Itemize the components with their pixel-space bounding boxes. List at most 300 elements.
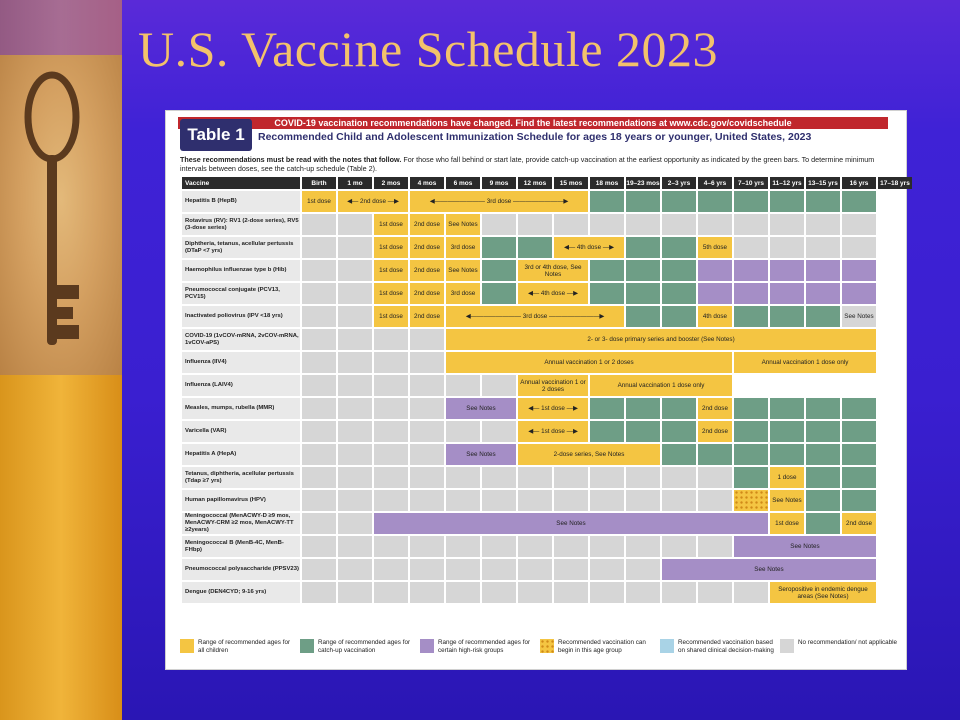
- schedule-cell: [806, 421, 840, 442]
- schedule-cell: [626, 398, 660, 419]
- legend-item: [300, 639, 418, 655]
- schedule-cell: [482, 490, 516, 511]
- table-row: [182, 191, 912, 212]
- schedule-cell: [698, 536, 732, 557]
- schedule-cell: [806, 398, 840, 419]
- schedule-cell: 2nd dose: [842, 513, 876, 534]
- schedule-table: [180, 175, 914, 605]
- vaccine-name: Measles, mumps, rubella (MMR): [182, 398, 300, 419]
- schedule-cell: [626, 260, 660, 281]
- schedule-cell: [446, 559, 480, 580]
- schedule-cell: [410, 352, 444, 373]
- schedule-cell: 2nd dose: [410, 283, 444, 304]
- schedule-cell: [302, 237, 336, 258]
- schedule-cell: [698, 582, 732, 603]
- schedule-cell: [410, 444, 444, 465]
- schedule-cell: [662, 237, 696, 258]
- legend-label: Range of recommended ages for catch-up vaccination: [318, 639, 411, 654]
- schedule-cell: [338, 306, 372, 327]
- schedule-cell: [410, 536, 444, 557]
- schedule-cell: ◀— 4th dose —▶: [554, 237, 624, 258]
- schedule-cell: [302, 421, 336, 442]
- column-header: 7–10 yrs: [734, 177, 768, 189]
- schedule-cell: [590, 283, 624, 304]
- schedule-cell: [734, 582, 768, 603]
- schedule-cell: [590, 214, 624, 235]
- schedule-cell: 3rd or 4th dose, See Notes: [518, 260, 588, 281]
- schedule-cell: [806, 191, 840, 212]
- schedule-cell: [302, 214, 336, 235]
- schedule-cell: [590, 191, 624, 212]
- schedule-cell: [698, 260, 732, 281]
- schedule-cell: See Notes: [374, 513, 768, 534]
- schedule-cell: [842, 490, 876, 511]
- schedule-cell: [374, 329, 408, 350]
- schedule-cell: 1st dose: [374, 237, 408, 258]
- schedule-cell: See Notes: [734, 536, 876, 557]
- schedule-cell: [662, 444, 696, 465]
- schedule-document: [165, 110, 910, 670]
- legend-swatch: [180, 639, 194, 653]
- schedule-cell: [770, 191, 804, 212]
- schedule-cell: [338, 260, 372, 281]
- schedule-cell: [734, 467, 768, 488]
- schedule-cell: [842, 398, 876, 419]
- legend-item: [180, 639, 298, 655]
- schedule-cell: 2-dose series, See Notes: [518, 444, 660, 465]
- legend-swatch: [540, 639, 554, 653]
- schedule-cell: [698, 444, 732, 465]
- schedule-cell: [734, 421, 768, 442]
- schedule-cell: [338, 536, 372, 557]
- schedule-cell: [770, 421, 804, 442]
- schedule-cell: Seropositive in endemic dengue areas (See Notes): [770, 582, 876, 603]
- schedule-cell: [842, 191, 876, 212]
- schedule-cell: [410, 421, 444, 442]
- schedule-cell: [626, 490, 660, 511]
- legend-item: [420, 639, 538, 655]
- vaccine-name: Hepatitis A (HepA): [182, 444, 300, 465]
- schedule-cell: [734, 214, 768, 235]
- schedule-cell: [590, 467, 624, 488]
- schedule-cell: [338, 329, 372, 350]
- schedule-cell: [626, 582, 660, 603]
- document-note: [180, 155, 895, 173]
- schedule-cell: [662, 260, 696, 281]
- column-header: 4 mos: [410, 177, 444, 189]
- schedule-cell: [842, 214, 876, 235]
- schedule-cell: [662, 214, 696, 235]
- vaccine-name: Meningococcal B (MenB-4C, MenB-FHbp): [182, 536, 300, 557]
- schedule-cell: [482, 283, 516, 304]
- schedule-cell: [410, 582, 444, 603]
- covid-banner: COVID-19 vaccination recommendations have changed. Find the latest recommendations at www.cdc.gov/covidschedule: [178, 117, 888, 129]
- column-header: 18 mos: [590, 177, 624, 189]
- schedule-cell: [338, 352, 372, 373]
- schedule-cell: [518, 559, 552, 580]
- schedule-cell: [734, 260, 768, 281]
- schedule-cell: [518, 237, 552, 258]
- schedule-cell: 1st dose: [374, 306, 408, 327]
- slide-title: U.S. Vaccine Schedule 2023: [138, 21, 719, 77]
- column-header: 1 mo: [338, 177, 372, 189]
- schedule-cell: [446, 490, 480, 511]
- schedule-cell: [302, 260, 336, 281]
- schedule-cell: [374, 352, 408, 373]
- schedule-cell: 1st dose: [374, 214, 408, 235]
- schedule-cell: [626, 306, 660, 327]
- schedule-cell: See Notes: [842, 306, 876, 327]
- schedule-cell: [518, 214, 552, 235]
- schedule-cell: ◀— 1st dose —▶: [518, 421, 588, 442]
- column-header: 2–3 yrs: [662, 177, 696, 189]
- schedule-grid: [180, 175, 910, 605]
- table-row: [182, 283, 912, 304]
- schedule-cell: [338, 214, 372, 235]
- schedule-cell: [626, 467, 660, 488]
- schedule-cell: [770, 306, 804, 327]
- schedule-cell: [842, 260, 876, 281]
- schedule-cell: [698, 283, 732, 304]
- schedule-cell: [518, 490, 552, 511]
- column-header: 9 mos: [482, 177, 516, 189]
- schedule-cell: [482, 375, 516, 396]
- schedule-cell: [770, 237, 804, 258]
- schedule-cell: 2nd dose: [698, 421, 732, 442]
- schedule-cell: 2nd dose: [698, 398, 732, 419]
- schedule-cell: [734, 306, 768, 327]
- schedule-cell: [806, 444, 840, 465]
- schedule-cell: [806, 306, 840, 327]
- column-header: 12 mos: [518, 177, 552, 189]
- column-header: 13–15 yrs: [806, 177, 840, 189]
- schedule-cell: [626, 559, 660, 580]
- legend-label: Range of recommended ages for all children: [198, 639, 291, 654]
- schedule-cell: [482, 467, 516, 488]
- legend-swatch: [660, 639, 674, 653]
- schedule-cell: See Notes: [446, 398, 516, 419]
- schedule-cell: 5th dose: [698, 237, 732, 258]
- legend-item: [540, 639, 658, 655]
- schedule-cell: [446, 421, 480, 442]
- schedule-cell: Annual vaccination 1 dose only: [590, 375, 732, 396]
- column-header: Vaccine: [182, 177, 300, 189]
- schedule-cell: [410, 490, 444, 511]
- table-row: [182, 513, 912, 534]
- schedule-cell: [302, 444, 336, 465]
- schedule-cell: [698, 467, 732, 488]
- table-row: [182, 559, 912, 580]
- schedule-cell: [518, 582, 552, 603]
- schedule-cell: [338, 513, 372, 534]
- schedule-cell: [626, 237, 660, 258]
- schedule-cell: [590, 559, 624, 580]
- schedule-cell: [662, 398, 696, 419]
- schedule-cell: [482, 421, 516, 442]
- schedule-cell: [338, 444, 372, 465]
- legend: [180, 639, 898, 665]
- schedule-cell: [734, 398, 768, 419]
- schedule-cell: [302, 536, 336, 557]
- legend-swatch: [300, 639, 314, 653]
- schedule-cell: [410, 467, 444, 488]
- table-row: [182, 467, 912, 488]
- schedule-cell: [302, 352, 336, 373]
- table-row: [182, 375, 912, 396]
- schedule-cell: 1st dose: [374, 283, 408, 304]
- vaccine-name: Meningococcal (MenACWY-D ≥9 mos, MenACWY-CRM ≥2 mos, MenACWY-TT ≥2years): [182, 513, 300, 534]
- schedule-cell: Annual vaccination 1 dose only: [734, 352, 876, 373]
- table-row: [182, 237, 912, 258]
- schedule-cell: ◀———————— 3rd dose ————————▶: [446, 306, 624, 327]
- schedule-cell: [338, 283, 372, 304]
- schedule-cell: [338, 398, 372, 419]
- schedule-cell: 1 dose: [770, 467, 804, 488]
- schedule-cell: [626, 536, 660, 557]
- schedule-cell: [698, 214, 732, 235]
- schedule-cell: [842, 283, 876, 304]
- schedule-cell: 1st dose: [302, 191, 336, 212]
- schedule-cell: Annual vaccination 1 or 2 doses: [446, 352, 732, 373]
- schedule-cell: [446, 582, 480, 603]
- table-row: [182, 329, 912, 350]
- note-bold: These recommendations must be read with the notes that follow.: [180, 155, 402, 164]
- schedule-cell: 4th dose: [698, 306, 732, 327]
- schedule-cell: [554, 536, 588, 557]
- schedule-cell: [302, 490, 336, 511]
- schedule-cell: [446, 375, 480, 396]
- schedule-cell: [338, 490, 372, 511]
- schedule-cell: [374, 375, 408, 396]
- schedule-cell: [662, 467, 696, 488]
- schedule-cell: [410, 329, 444, 350]
- schedule-cell: [410, 375, 444, 396]
- schedule-cell: See Notes: [770, 490, 804, 511]
- schedule-cell: [734, 191, 768, 212]
- legend-swatch: [780, 639, 794, 653]
- legend-label: Range of recommended ages for certain high-risk groups: [438, 639, 531, 654]
- schedule-cell: [590, 421, 624, 442]
- table-row: [182, 398, 912, 419]
- vaccine-name: Influenza (IIV4): [182, 352, 300, 373]
- schedule-cell: [338, 582, 372, 603]
- legend-label: Recommended vaccination can begin in this age group: [558, 639, 646, 654]
- vaccine-name: Tetanus, diphtheria, acellular pertussis (Tdap ≥7 yrs): [182, 467, 300, 488]
- schedule-cell: [338, 375, 372, 396]
- note-rest: For those who fall behind or start late, provide catch-up vaccination at the earliest opportunity as indicated by the green bars. To determine minimum intervals between doses, see the catch-up schedule (Table 2).: [180, 155, 875, 173]
- schedule-cell: 3rd dose: [446, 237, 480, 258]
- schedule-cell: [446, 536, 480, 557]
- schedule-cell: [662, 306, 696, 327]
- schedule-cell: [374, 421, 408, 442]
- schedule-cell: [554, 214, 588, 235]
- schedule-cell: [374, 582, 408, 603]
- schedule-cell: [770, 444, 804, 465]
- vaccine-name: Human papillomavirus (HPV): [182, 490, 300, 511]
- vaccine-name: Rotavirus (RV): RV1 (2-dose series), RV5 (3-dose series): [182, 214, 300, 235]
- schedule-cell: See Notes: [446, 444, 516, 465]
- schedule-cell: [770, 260, 804, 281]
- schedule-cell: [698, 191, 732, 212]
- schedule-cell: [590, 582, 624, 603]
- table-row: [182, 582, 912, 603]
- schedule-cell: [626, 214, 660, 235]
- key-icon: [0, 55, 122, 375]
- schedule-cell: [338, 421, 372, 442]
- schedule-cell: [518, 467, 552, 488]
- schedule-cell: [662, 490, 696, 511]
- schedule-cell: [374, 490, 408, 511]
- schedule-cell: [554, 582, 588, 603]
- schedule-cell: [374, 444, 408, 465]
- schedule-cell: [806, 490, 840, 511]
- schedule-cell: [842, 237, 876, 258]
- schedule-cell: ◀———————— 3rd dose ————————▶: [410, 191, 588, 212]
- schedule-cell: See Notes: [446, 214, 480, 235]
- schedule-cell: [482, 237, 516, 258]
- table-row: [182, 444, 912, 465]
- schedule-cell: [626, 283, 660, 304]
- schedule-cell: [554, 559, 588, 580]
- schedule-cell: [842, 444, 876, 465]
- schedule-cell: [302, 283, 336, 304]
- schedule-cell: [662, 536, 696, 557]
- schedule-cell: [590, 536, 624, 557]
- table-row: [182, 536, 912, 557]
- schedule-cell: 2nd dose: [410, 260, 444, 281]
- band-top-strip: [0, 0, 122, 55]
- schedule-cell: [302, 375, 336, 396]
- table-row: [182, 214, 912, 235]
- schedule-cell: [374, 398, 408, 419]
- legend-label: Recommended vaccination based on shared clinical decision-making: [678, 639, 774, 654]
- schedule-cell: [374, 536, 408, 557]
- antique-key-image: [0, 55, 122, 375]
- schedule-cell: 2nd dose: [410, 237, 444, 258]
- schedule-cell: [770, 398, 804, 419]
- legend-label: No recommendation/ not applicable: [798, 639, 898, 646]
- table-tag: Table 1: [180, 119, 252, 151]
- schedule-cell: [482, 214, 516, 235]
- schedule-cell: [518, 536, 552, 557]
- schedule-cell: [302, 513, 336, 534]
- schedule-cell: [806, 283, 840, 304]
- schedule-cell: [374, 559, 408, 580]
- schedule-cell: [482, 260, 516, 281]
- schedule-cell: 2nd dose: [410, 306, 444, 327]
- schedule-cell: [806, 214, 840, 235]
- schedule-cell: [554, 467, 588, 488]
- schedule-cell: [302, 582, 336, 603]
- schedule-cell: [410, 398, 444, 419]
- schedule-cell: [482, 536, 516, 557]
- vaccine-name: Dengue (DEN4CYD; 9-16 yrs): [182, 582, 300, 603]
- schedule-cell: [374, 467, 408, 488]
- column-header: 11–12 yrs: [770, 177, 804, 189]
- schedule-cell: [806, 260, 840, 281]
- schedule-cell: [626, 191, 660, 212]
- schedule-cell: [338, 559, 372, 580]
- schedule-cell: [734, 490, 768, 511]
- schedule-cell: [842, 421, 876, 442]
- column-header: 4–6 yrs: [698, 177, 732, 189]
- vaccine-name: Varicella (VAR): [182, 421, 300, 442]
- schedule-cell: [770, 283, 804, 304]
- vaccine-name: Diphtheria, tetanus, acellular pertussis (DTaP <7 yrs): [182, 237, 300, 258]
- schedule-cell: [842, 467, 876, 488]
- schedule-cell: [590, 490, 624, 511]
- schedule-cell: ◀— 4th dose —▶: [518, 283, 588, 304]
- schedule-cell: [302, 467, 336, 488]
- table-row: [182, 260, 912, 281]
- vaccine-name: Pneumococcal polysaccharide (PPSV23): [182, 559, 300, 580]
- vaccine-name: Influenza (LAIV4): [182, 375, 300, 396]
- schedule-cell: 2nd dose: [410, 214, 444, 235]
- schedule-cell: 3rd dose: [446, 283, 480, 304]
- schedule-cell: [662, 283, 696, 304]
- schedule-cell: [338, 467, 372, 488]
- schedule-cell: [806, 237, 840, 258]
- vaccine-name: Haemophilus influenzae type b (Hib): [182, 260, 300, 281]
- schedule-cell: [482, 582, 516, 603]
- schedule-cell: ◀— 1st dose —▶: [518, 398, 588, 419]
- column-header: 16 yrs: [842, 177, 876, 189]
- schedule-cell: [410, 559, 444, 580]
- schedule-cell: 1st dose: [374, 260, 408, 281]
- vaccine-name: Pneumococcal conjugate (PCV13, PCV15): [182, 283, 300, 304]
- column-header: 15 mos: [554, 177, 588, 189]
- legend-item: [780, 639, 898, 653]
- schedule-cell: [302, 306, 336, 327]
- table-row: [182, 421, 912, 442]
- schedule-cell: [554, 490, 588, 511]
- schedule-cell: [806, 467, 840, 488]
- schedule-cell: [446, 467, 480, 488]
- schedule-cell: [734, 283, 768, 304]
- legend-item: [660, 639, 778, 655]
- vaccine-name: Hepatitis B (HepB): [182, 191, 300, 212]
- column-header: 2 mos: [374, 177, 408, 189]
- table-row: [182, 490, 912, 511]
- schedule-cell: [482, 559, 516, 580]
- table-header-row: [182, 177, 912, 189]
- schedule-cell: [662, 582, 696, 603]
- column-header: Birth: [302, 177, 336, 189]
- schedule-cell: [626, 421, 660, 442]
- column-header: 19–23 mos: [626, 177, 660, 189]
- schedule-cell: Annual vaccination 1 or 2 doses: [518, 375, 588, 396]
- schedule-cell: [662, 191, 696, 212]
- table-row: [182, 306, 912, 327]
- table-row: [182, 352, 912, 373]
- schedule-cell: [302, 559, 336, 580]
- schedule-cell: See Notes: [662, 559, 876, 580]
- schedule-cell: [338, 237, 372, 258]
- schedule-cell: [662, 421, 696, 442]
- schedule-cell: [770, 214, 804, 235]
- schedule-cell: [734, 237, 768, 258]
- schedule-cell: [806, 513, 840, 534]
- legend-swatch: [420, 639, 434, 653]
- column-header: 6 mos: [446, 177, 480, 189]
- schedule-cell: ◀— 2nd dose —▶: [338, 191, 408, 212]
- column-header: 17–18 yrs: [878, 177, 912, 189]
- document-subtitle: Recommended Child and Adolescent Immunization Schedule for ages 18 years or younger, United States, 2023: [258, 131, 812, 143]
- schedule-cell: 1st dose: [770, 513, 804, 534]
- schedule-cell: [590, 398, 624, 419]
- vaccine-name: Inactivated poliovirus (IPV <18 yrs): [182, 306, 300, 327]
- schedule-cell: 2- or 3- dose primary series and booster (See Notes): [446, 329, 876, 350]
